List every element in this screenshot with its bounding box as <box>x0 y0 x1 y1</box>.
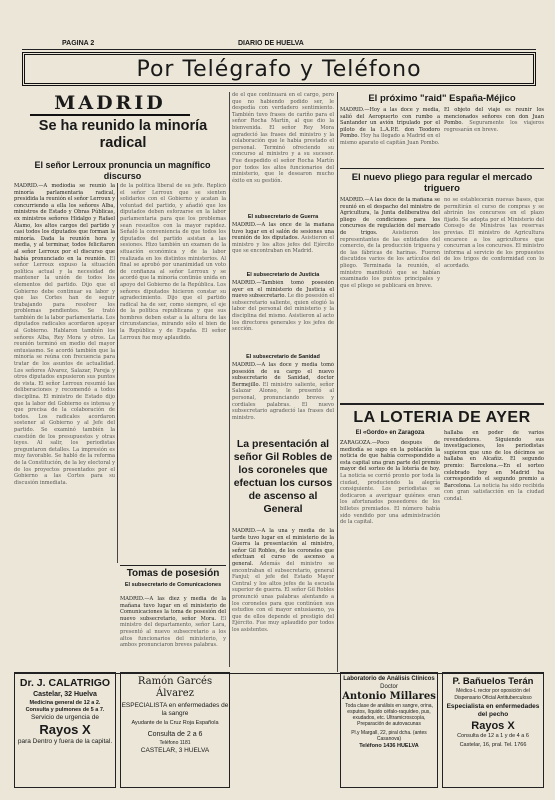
main-headline: Se ha reunido la minoría radical <box>38 118 208 151</box>
ad-millares: Laboratorio de Análisis Clínicos Doctor Antonio Millares Toda clase de análisis en sangre, orina, esputos, líquido céfalo-raquídeo, pus, exudados, etc. Ultramicroscopía, Preparación de autovacunas Pl.y Margall, 22, piral dcha. (antes Casanova) Teléfono 1436 HUELVA <box>340 672 438 788</box>
raid-text-2: El objeto del viaje es reunir los mencionados señores con don Juan Pombo. Seguramente los viajeros regresarán en breve. <box>444 107 544 133</box>
col2-sub3: El subsecretario de Sanidad <box>246 354 320 360</box>
trigo-text-1: MADRID.—A las doce de la mañana se reunió en el despacho del ministro de Agricultura, la Junta deliberativa del pliego de condiciones para los concursos de regulación del mercado de trigos. Asistieron los representantes de las entidades del comercio, de la producción triguera y de las fábricas de harinas. Fueron discutidos varios de los artículos del pliego. Terminada la reunión, el ministro manifestó que se habían examinado los puntos principales y que el pliego se publicará en breve. <box>340 197 440 289</box>
gil-robles-headline: La presentación al señor Gil Robles de los coroneles que efectuan los cursos de ascenso al General <box>233 438 333 515</box>
loteria-text-1: ZARAGOZA.—Poco después de mediodía se supo en la población la noticia de que había correspondido a esta capital una gran parte del premio mayor del sorteo de la lotería de hoy. La noticia se corrió pronto por toda la ciudad, produciendo la alegría consiguiente. Los periodistas se dedicaron a averiguar quiénes eran los afortunados poseedores de los billetes premiados. El número había sido vendido por una administración de la capital. <box>340 440 440 526</box>
loteria-headline: LA LOTERIA DE AYER <box>353 409 531 426</box>
col2-top-text: de el que continuará en el cargo, pero que no habiendo podido ser, le despedía con verdadero sentimiento. También tuvo frases de cariño para el señor Rocha Martín, al que dio la bienvenida. El señor Rey Mora agradeció las frases del ministro y la colaboración que le había prestado el personal. Terminó ofreciendo su concurso al ministro y a su sucesor. Fue despedido el señor Rocha Martín por todos los altos funcionarios del ministerio, que le desearon mucho éxito en su gestión. <box>232 92 334 184</box>
tomas-text: MADRID.—A las diez y media de la mañana tuvo lugar en el ministerio de Comunicaciones la toma de posesión del nuevo subsecretario, señor Mora. El ministro del departamento, señor Lara, presentó al nuevo subsecretario a los altos funcionarios del ministerio, y ambos pronunciaron breves palabras. <box>120 596 226 649</box>
col2-sub1: El subsecretario de Guerra <box>247 214 319 220</box>
newspaper-name: DIARIO DE HUELVA <box>238 40 304 47</box>
ad-garces: Ramón Garcés Álvarez ESPECIALISTA en enfermedades de la sangre Ayudante de la Cruz Roja Española Consulta de 2 a 6 Teléfono 1181 CASTELAR, 3 HUELVA <box>120 672 230 788</box>
madrid-title: MADRID <box>30 92 190 116</box>
raid-headline: El próximo "raid" España-Méjico <box>368 93 516 104</box>
page-number: PAGINA 2 <box>62 40 95 47</box>
col2-sub1-text: MADRID.—A las once de la mañana tuvo lugar en el salón de sesiones una reunión de los diputados. Asistieron el ministro y los altos jefes del Ejército que se encontraban en Madrid. <box>232 222 334 255</box>
ad-teran: P. Bañuelos Terán Médico-L rector por oposición del Dispensario Oficial Antituberculoso Especialista en enfermedades del pecho Rayos X Consulta de 12 a 1 y de 4 a 6 Castelar, 16, pral. Tel. 1766 <box>442 672 544 788</box>
trigo-text-2: no se establecerán nuevas bases, que permitirán el curso de compras y se abrirán los concursos en el plazo fijado. Se adopta por el Ministerio del Consejo de Ministros las reservas previas. El ministro de Agricultura encarece a los agricultores que concurran a los concursos. El ministro informa al servicio de los propuestos de los trigos de conformidad con lo acordado. <box>444 197 544 269</box>
col2-sub2: El subsecretario de Justicia <box>246 272 320 278</box>
page-header <box>0 0 555 47</box>
tomas-title: Tomas de posesión <box>126 568 220 579</box>
loteria-subhead: El «Gordo» en Zaragoza <box>355 430 425 436</box>
col2-sub2-text: MADRID.—También tomó posesión ayer en el ministerio de Justicia el nuevo subsecretario. Le dio posesión el subsecretario saliente, quien elogió la labor del personal del ministerio y la disciplina del mismo. Asistieron al acto los directores generales y los jefes de sección. <box>232 280 334 333</box>
ad-calatrigo: Dr. J. CALATRIGO Castelar, 32 Huelva Medicina general de 12 a 2. Consulta y pulmones de 5 a 7. Servicio de urgencia de Rayos X para Dentro y fuera de la capital. <box>14 672 116 788</box>
header-rule <box>22 49 536 50</box>
main-article-col1: MADRID.—A mediodía se reunió la minoría parlamentaria radical, presidida la reunión el señor Lerroux y concurriendo a ella los señores Alba, ministros de Estado y Obras Públicas, ex ministros señores Hidalgo y Rafael Álamo, los altos cargos del partido y casi todos los diputados que forman la minoría. Dada la reunión hora y media, y al terminar, todos felicitaron al señor Lerroux por el discurso que había pronunciado en la reunión. El señor Lerroux expuso la situación política actual y la necesidad de mantener la unión de todos los elementos del partido. Dijo que el Gobierno debe continuar su labor y que las Cortes han de seguir trabajando para resolver los problemas pendientes. Se trató también de la labor parlamentaria. Los diputados radicales acordaron apoyar al Gobierno. Hablaron también los señores Alba, Rey Mora y otros. La reunión terminó en medio del mayor entusiasmo. Se acordó también que la minoría se reúna con frecuencia para tratar de los asuntos de actualidad. Los señores Álvarez, Salazar, Pareja y otros diputados expusieron sus puntos de vista. El señor Lerroux resumió las deliberaciones y recomendó a todos disciplina. El ministro de Estado dijo que la labor del Gobierno es intensa y que precisa de la colaboración de todos. Los radicales acordaron sostener al Gobierno y al Jefe del partido. Se examinó también la cuestión de los presupuestos y otras leyes. Al salir, los periodistas preguntaron detalles. La impresión es muy favorable. Se habló de la reforma de la Constitución, de la ley electoral y de los proyectos presentados por el Gobierno a las Cortes para su discusión inmediata. <box>14 183 115 486</box>
main-subhead: El señor Lerroux pronuncia un magnífico discurso <box>34 160 211 181</box>
col2-sub3-text: MADRID.—A las doce y media tomó posesión de su cargo el nuevo subsecretario de Sanidad, doctor Bermejillo. El ministro saliente, señor Salazar Alonso, le presentó al personal, pronunciando breves y cordiales palabras. El nuevo subsecretario agradeció las frases del ministro. <box>232 362 334 421</box>
trigo-headline: El nuevo pliego para regular el mercado triguero <box>351 172 533 194</box>
raid-text-1: MADRID.—Hoy a las doce y media, salió del Aeropuerto con rumbo a Santander un avión tripulado por el piloto de la L.A.P.E. don Teodoro Pombo. Hoy ha llegado a Madrid en el mismo aparato el capitán Juan Pombo. <box>340 107 440 146</box>
main-article-col2: de la política liberal de su jefe. Replicó el señor Lerroux que se sienten solidarios con el Gobierno y acatan la voluntad del partido, y añadió que los diputados deben esforzarse en la labor parlamentaria para que los problemas sean resueltos con la mayor rapidez. Señaló la conveniencia de que todos los diputados del partido asistan a las sesiones. Hizo también un examen de la situación económica y de la labor realizada en los distintos ministerios. Al final se aprobó por unanimidad un voto de confianza al señor Lerroux y se acordó que la minoría continúe unida en apoyo del Gobierno de la República. Los señores diputados hicieron constar su agradecimiento. Dijo que el partido radical ha de ser, como siempre, el eje de la política republicana y que sus hombres deben estar a la altura de las circunstancias, mirando sólo el bien de la República y de España. El señor Lerroux fue muy aplaudido. <box>120 183 226 341</box>
section-banner: Por Telégrafo y Teléfono <box>22 52 536 86</box>
gil-robles-text: MADRID.—A la una y media de la tarde tuvo lugar en el ministerio de la Guerra la presentación al ministro, señor Gil Robles, de los coroneles que efectuan el curso de ascenso a general. Además del ministro se encontraban el subsecretario, general Fanjul; el jefe del Estado Mayor Central y los altos jefes de la escuela superior de guerra. El señor Gil Robles pronunció unas palabras alentando a los coroneles para que continúen sus estudios con el mayor entusiasmo, ya que de ellos depende el prestigio del Ejército. Fue muy aplaudido por todos los asistentes. <box>232 528 334 633</box>
loteria-text-2: hallaba en poder de varios revendedores. Siguiendo sus investigaciones, los periodistas supieron que uno de los décimos se hallaba en Alcañiz. El segundo premio: Barcelona.—En el sorteo celebrado hoy en Madrid ha correspondido el segundo premio a Barcelona. La noticia ha sido recibida con gran satisfacción en la ciudad condal. <box>444 430 544 502</box>
tomas-subtitle: El subsecretario de Comunicaciones <box>124 582 222 588</box>
